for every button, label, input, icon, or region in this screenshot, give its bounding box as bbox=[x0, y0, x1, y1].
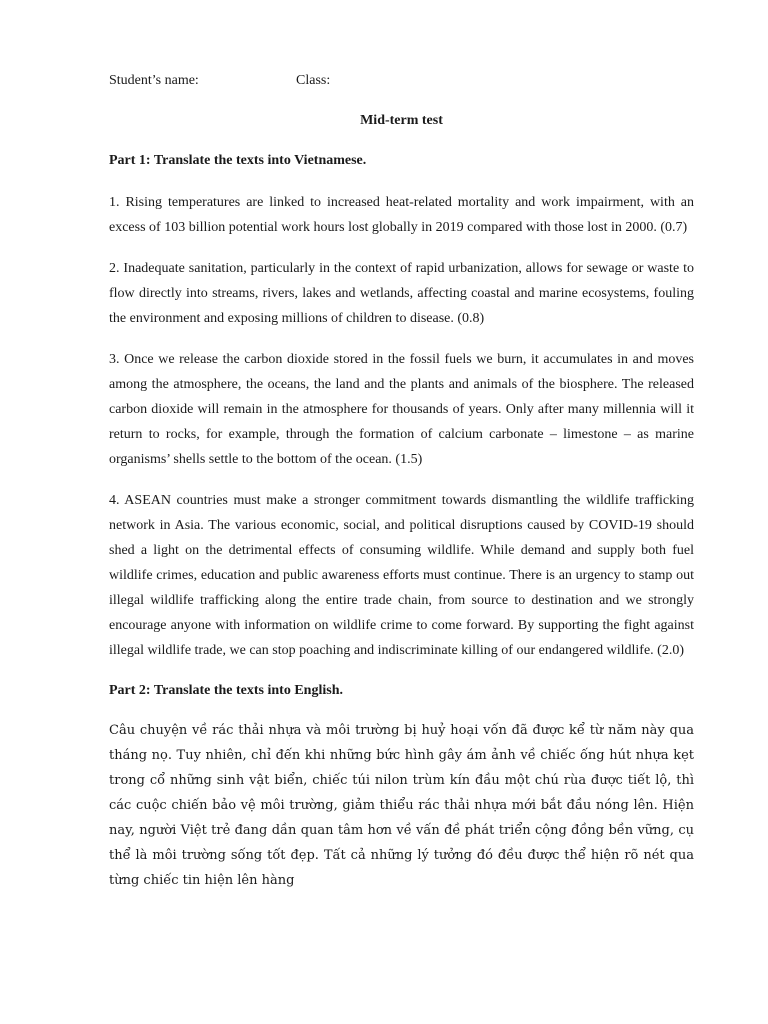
class-label: Class: bbox=[296, 73, 331, 88]
part1-heading: Part 1: Translate the texts into Vietnamese. bbox=[109, 153, 367, 168]
header-line bbox=[109, 68, 694, 93]
part2-heading: Part 2: Translate the texts into English. bbox=[109, 683, 343, 698]
part1-item-1: 1. Rising temperatures are linked to increased heat-related mortality and work impairment, with an excess of 103 billion potential work hours lost globally in 2019 compared with those lost in 2000. (0.7) bbox=[109, 195, 694, 235]
page-title: Mid-term test bbox=[360, 113, 443, 128]
student-name-label: Student’s name: bbox=[109, 73, 199, 88]
part1-item-4: 4. ASEAN countries must make a stronger commitment towards dismantling the wildlife trafficking network in Asia. The various economic, social, and political disruptions caused by COVID-19 should shed a light on the detrimental effects of consuming wildlife. While demand and supply both fuel wildlife crimes, education and public awareness efforts must continue. There is an urgency to stamp out illegal wildlife trafficking along the entire trade chain, from source to destination and we strongly encourage anyone with information on wildlife crime to come forward. By supporting the fight against illegal wildlife trade, we can stop poaching and indiscriminate killing of our endangered wildlife. (2.0) bbox=[109, 493, 694, 658]
document-page bbox=[109, 68, 694, 893]
part2-text: Câu chuyện về rác thải nhựa và môi trường bị huỷ hoại vốn đã được kể từ năm này qua tháng nọ. Tuy nhiên, chỉ đến khi những bức hình gây ám ảnh về chiếc ống hút nhựa kẹt trong cổ những sinh vật biển, chiếc túi nilon trùm kín đầu một chú rùa được tiết lộ, thì các cuộc chiến bảo vệ môi trường, giảm thiểu rác thải nhựa mới bắt đầu nóng lên. Hiện nay, người Việt trẻ đang dần quan tâm hơn về vấn đề phát triển cộng đồng bền vững, cụ thể là môi trường sống tốt đẹp. Tất cả những lý tưởng đó đều được thể hiện rõ nét qua từng chiếc tin hiện lên hàng bbox=[109, 723, 694, 888]
part1-item-3: 3. Once we release the carbon dioxide stored in the fossil fuels we burn, it accumulates in and moves among the atmosphere, the oceans, the land and the plants and animals of the biosphere. The released carbon dioxide will remain in the atmosphere for thousands of years. Only after many millennia will it return to rocks, for example, through the formation of calcium carbonate – limestone – as marine organisms’ shells settle to the bottom of the ocean. (1.5) bbox=[109, 352, 694, 467]
part1-item-2: 2. Inadequate sanitation, particularly in the context of rapid urbanization, allows for sewage or waste to flow directly into streams, rivers, lakes and wetlands, affecting coastal and marine ecosystems, fouling the environment and exposing millions of children to disease. (0.8) bbox=[109, 261, 694, 326]
